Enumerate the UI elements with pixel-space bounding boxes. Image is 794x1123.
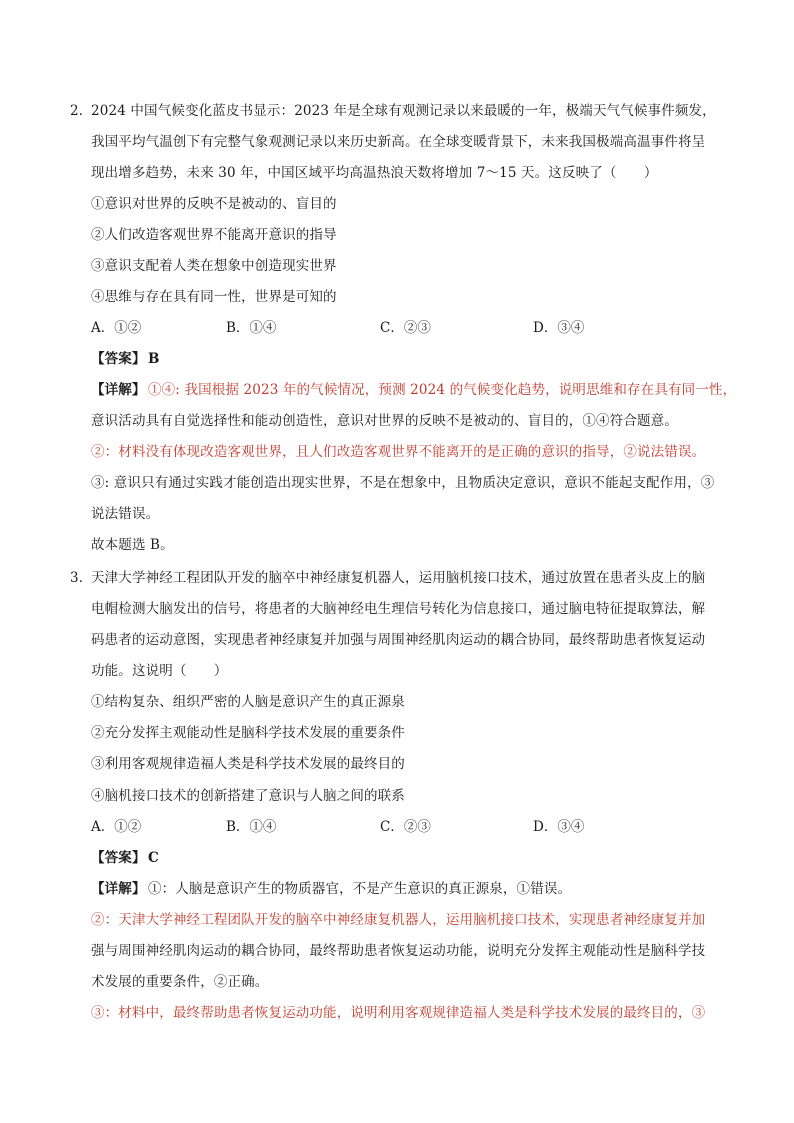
option-c: C．②③ — [380, 320, 431, 336]
detail-line: ②：天津大学神经工程团队开发的脑卒中神经康复机器人，运用脑机接口技术，实现患者神经康复并加 — [91, 912, 706, 928]
question-stem-line: 2024 中国气候变化蓝皮书显示：2023 年是全球有观测记录以来最暖的一年，极端天气气候事件频发， — [91, 103, 716, 119]
detail-line: 说法错误。 — [91, 506, 160, 522]
detail-line: ①④: 我国根据 2023 年的气候情况，预测 2024 的气候变化趋势，说明思维和存在具有同一性， — [148, 382, 737, 398]
statement: ①意识对世界的反映不是被动的、盲目的 — [91, 196, 337, 212]
answer-label: 【答案】 — [91, 351, 146, 367]
detail-line: 故本题选 B。 — [91, 537, 174, 553]
statement: ④脑机接口技术的创新搭建了意识与人脑之间的联系 — [91, 788, 405, 804]
detail-line: 术发展的重要条件，②正确。 — [91, 974, 269, 990]
option-d: D．③④ — [533, 819, 585, 835]
detail-line: 强与周围神经肌肉运动的耦合协同，最终帮助患者恢复运动功能，说明充分发挥主观能动性是脑科学技 — [91, 943, 706, 959]
detail-label: 【详解】 — [91, 881, 146, 897]
option-a: A．①② — [91, 320, 142, 336]
detail-line: ①：人脑是意识产生的物质器官，不是产生意识的真正源泉，①错误。 — [148, 881, 572, 897]
question-stem-line: 我国平均气温创下有完整气象观测记录以来历史新高。在全球变暖背景下，未来我国极端高温事件将呈 — [91, 134, 706, 150]
option-b: B．①④ — [226, 320, 277, 336]
statement: ①结构复杂、组织严密的人脑是意识产生的真正源泉 — [91, 694, 405, 710]
statement: ③利用客观规律造福人类是科学技术发展的最终目的 — [91, 756, 405, 772]
answer-value: C — [148, 850, 159, 866]
detail-line: ②：材料没有体现改造客观世界，且人们改造客观世界不能离开的是正确的意识的指导，②说法错误。 — [91, 444, 706, 460]
question-stem-line: 码患者的运动意图，实现患者神经康复并加强与周围神经肌肉运动的耦合协同，最终帮助患者恢复运动 — [91, 632, 706, 648]
answer-value: B — [148, 351, 160, 367]
detail-line: ③：材料中，最终帮助患者恢复运动功能，说明利用客观规律造福人类是科学技术发展的最终目的，③ — [91, 1005, 706, 1021]
question-stem-line: 天津大学神经工程团队开发的脑卒中神经康复机器人，运用脑机接口技术，通过放置在患者头皮上的脑 — [91, 570, 706, 586]
option-b: B．①④ — [226, 819, 277, 835]
question-stem-line: 现出增多趋势，未来 30 年，中国区域平均高温热浪天数将增加 7～15 天。这反映了（ ） — [91, 165, 658, 181]
answer-label: 【答案】 — [91, 850, 146, 866]
option-d: D．③④ — [533, 320, 585, 336]
question-number: 3． — [70, 570, 93, 586]
statement: ②充分发挥主观能动性是脑科学技术发展的重要条件 — [91, 725, 405, 741]
option-a: A．①② — [91, 819, 142, 835]
question-stem-line: 功能。这说明（ ） — [91, 663, 228, 679]
option-c: C．②③ — [380, 819, 431, 835]
detail-line: 意识活动具有自觉选择性和能动创造性，意识对世界的反映不是被动的、盲目的，①④符合题意。 — [91, 413, 678, 429]
detail-line: ③: 意识只有通过实践才能创造出现实世界，不是在想象中，且物质决定意识，意识不能起支配作用，③ — [91, 475, 715, 491]
detail-label: 【详解】 — [91, 382, 146, 398]
statement: ③意识支配着人类在想象中创造现实世界 — [91, 258, 337, 274]
statement: ④思维与存在具有同一性，世界是可知的 — [91, 289, 337, 305]
question-number: 2． — [70, 103, 93, 119]
statement: ②人们改造客观世界不能离开意识的指导 — [91, 227, 337, 243]
question-stem-line: 电帽检测大脑发出的信号，将患者的大脑神经电生理信号转化为信息接口，通过脑电特征提取算法，解 — [91, 601, 706, 617]
